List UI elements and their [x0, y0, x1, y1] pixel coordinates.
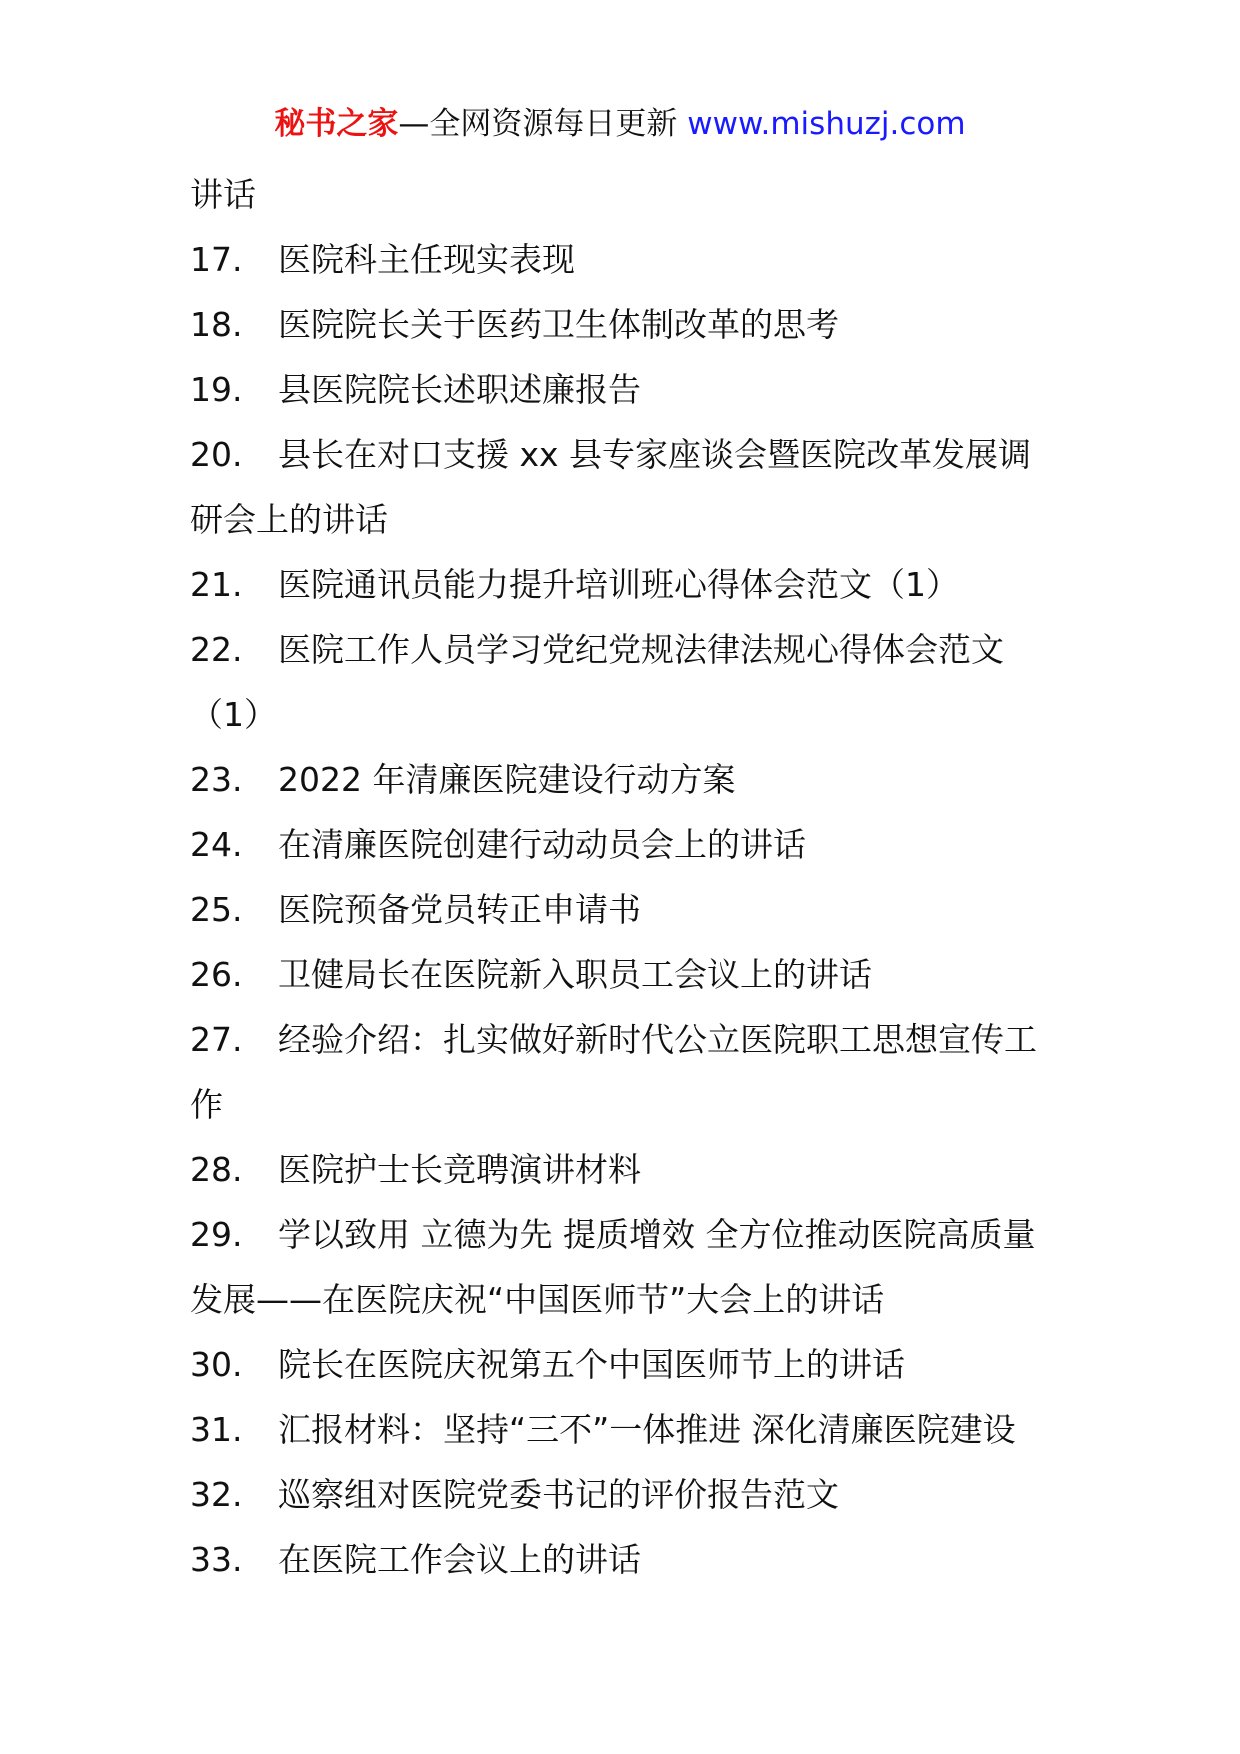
list-item-continuation	[190, 487, 1070, 552]
list-item-text: 卫健局长在医院新入职员工会议上的讲话	[278, 955, 872, 994]
list-item-text: 医院预备党员转正申请书	[278, 890, 641, 929]
list-item-number: 25.	[190, 890, 243, 929]
list-item	[190, 747, 1070, 812]
list-item-number: 18.	[190, 305, 243, 344]
list-item-number: 20.	[190, 435, 243, 474]
list-item	[190, 1332, 1070, 1397]
list-item	[190, 1202, 1070, 1267]
list-item-text: 讲话	[190, 175, 256, 214]
list-item-text: 学以致用 立德为先 提质增效 全方位推动医院高质量	[278, 1215, 1036, 1254]
list-item-number: 21.	[190, 565, 243, 604]
list-item-continuation	[190, 1267, 1070, 1332]
list-item-number: 32.	[190, 1475, 243, 1514]
list-item-text: 作	[190, 1085, 223, 1124]
list-item-text: 巡察组对医院党委书记的评价报告范文	[278, 1475, 839, 1514]
list-item-number: 22.	[190, 630, 243, 669]
document-list	[190, 162, 1070, 1592]
list-item-text: 县长在对口支援 xx 县专家座谈会暨医院改革发展调	[278, 435, 1032, 474]
page-header	[0, 100, 1240, 148]
list-item-number: 24.	[190, 825, 243, 864]
list-item-continuation	[190, 162, 1070, 227]
list-item-number: 23.	[190, 760, 243, 799]
list-item-text: 医院院长关于医药卫生体制改革的思考	[278, 305, 839, 344]
list-item-number: 26.	[190, 955, 243, 994]
list-item	[190, 1007, 1070, 1072]
list-item-text: 县医院院长述职述廉报告	[278, 370, 641, 409]
header-url[interactable]: www.mishuzj.com	[687, 106, 966, 142]
list-item-text: 医院工作人员学习党纪党规法律法规心得体会范文	[278, 630, 1004, 669]
list-item-text: 医院通讯员能力提升培训班心得体会范文（1）	[278, 565, 959, 604]
list-item	[190, 1527, 1070, 1592]
header-tagline: —全网资源每日更新	[398, 106, 688, 142]
list-item	[190, 357, 1070, 422]
list-item-number: 28.	[190, 1150, 243, 1189]
list-item	[190, 422, 1070, 487]
list-item-number: 33.	[190, 1540, 243, 1579]
list-item	[190, 942, 1070, 1007]
list-item	[190, 292, 1070, 357]
list-item-text: 2022 年清廉医院建设行动方案	[278, 760, 736, 799]
list-item-text: 院长在医院庆祝第五个中国医师节上的讲话	[278, 1345, 905, 1384]
list-item	[190, 1462, 1070, 1527]
list-item-text: 医院护士长竞聘演讲材料	[278, 1150, 641, 1189]
list-item-text: 在医院工作会议上的讲话	[278, 1540, 641, 1579]
list-item-text: 汇报材料：坚持“三不”一体推进 深化清廉医院建设	[278, 1410, 1016, 1449]
list-item-number: 19.	[190, 370, 243, 409]
list-item-continuation	[190, 682, 1070, 747]
header-brand: 秘书之家	[274, 106, 399, 142]
list-item	[190, 1137, 1070, 1202]
list-item-text: 研会上的讲话	[190, 500, 388, 539]
list-item-text: （1）	[190, 695, 277, 734]
list-item-number: 31.	[190, 1410, 243, 1449]
list-item-number: 30.	[190, 1345, 243, 1384]
list-item-continuation	[190, 1072, 1070, 1137]
list-item	[190, 552, 1070, 617]
list-item	[190, 877, 1070, 942]
list-item	[190, 227, 1070, 292]
list-item-text: 经验介绍：扎实做好新时代公立医院职工思想宣传工	[278, 1020, 1037, 1059]
list-item-text: 医院科主任现实表现	[278, 240, 575, 279]
list-item-text: 在清廉医院创建行动动员会上的讲话	[278, 825, 806, 864]
list-item-number: 29.	[190, 1215, 243, 1254]
list-item	[190, 812, 1070, 877]
list-item-number: 27.	[190, 1020, 243, 1059]
list-item-number: 17.	[190, 240, 243, 279]
list-item	[190, 1397, 1070, 1462]
list-item-text: 发展——在医院庆祝“中国医师节”大会上的讲话	[190, 1280, 885, 1319]
list-item	[190, 617, 1070, 682]
